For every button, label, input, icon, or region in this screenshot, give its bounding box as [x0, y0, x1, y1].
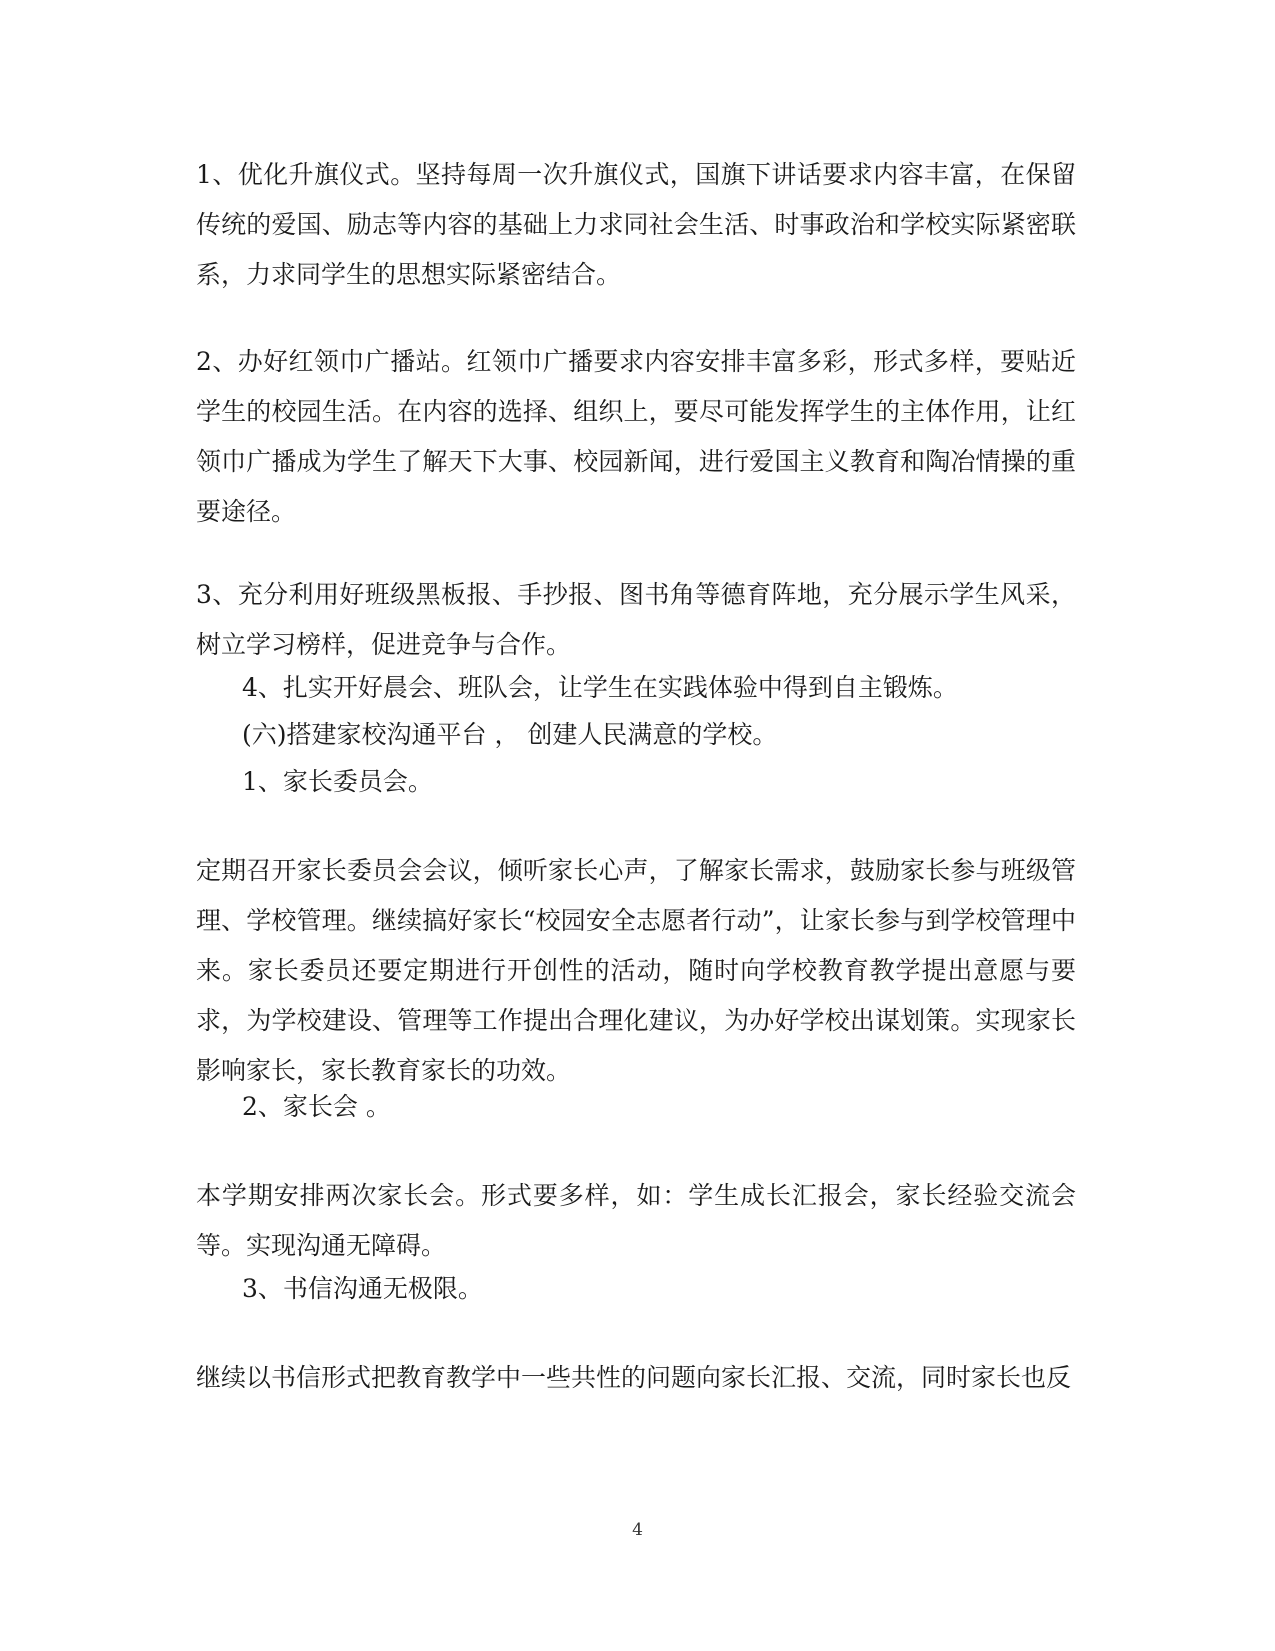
paragraph-parent-meeting: 本学期安排两次家长会。形式要多样，如：学生成长汇报会，家长经验交流会等。实现沟通无障碍。: [196, 1181, 1076, 1260]
subheading-letters: 3、书信沟通无极限。: [242, 1274, 483, 1303]
paragraph-flag-ceremony: 1、优化升旗仪式。坚持每周一次升旗仪式，国旗下讲话要求内容丰富，在保留传统的爱国、励志等内容的基础上力求同社会生活、时事政治和学校实际紧密联系，力求同学生的思想实际紧密结合。: [196, 160, 1076, 289]
paragraph-parent-committee: 定期召开家长委员会会议，倾听家长心声，了解家长需求，鼓励家长参与班级管理、学校管理。继续搞好家长“校园安全志愿者行动”，让家长参与到学校管理中来。家长委员还要定期进行开创性的活动，随时向学校教育教学提出意愿与要求，为学校建设、管理等工作提出合理化建议，为办好学校出谋划策。实现家长影响家长，家长教育家长的功效。: [196, 856, 1076, 1085]
paragraph-morning-meeting: 4、扎实开好晨会、班队会，让学生在实践体验中得到自主锻炼。: [242, 673, 958, 702]
paragraph-radio-station: 2、办好红领巾广播站。红领巾广播要求内容安排丰富多彩，形式多样，要贴近学生的校园生活。在内容的选择、组织上，要尽可能发挥学生的主体作用，让红领巾广播成为学生了解天下大事、校园新闻，进行爱国主义教育和陶冶情操的重要途径。: [196, 347, 1076, 526]
page-number: 4: [632, 1520, 643, 1540]
paragraph-letters: 继续以书信形式把教育教学中一些共性的问题向家长汇报、交流，同时家长也反: [196, 1363, 1072, 1392]
paragraph-blackboard: 3、充分利用好班级黑板报、手抄报、图书角等德育阵地，充分展示学生风采，树立学习榜样，促进竞争与合作。: [196, 580, 1076, 659]
subheading-parent-meeting: 2、家长会 。: [242, 1092, 391, 1121]
section-heading-six: (六)搭建家校沟通平台 ， 创建人民满意的学校。: [242, 720, 778, 749]
subheading-parent-committee: 1、家长委员会。: [242, 767, 433, 796]
